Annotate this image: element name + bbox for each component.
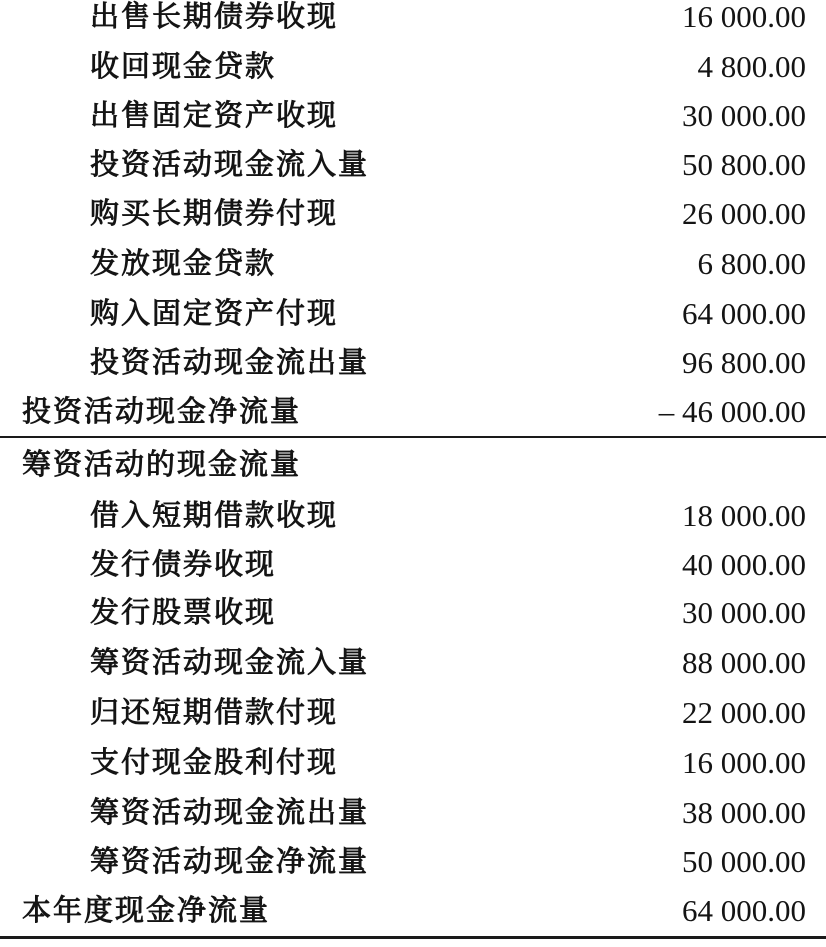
table-row	[0, 387, 826, 436]
row-label: 本年度现金净流量	[22, 893, 271, 927]
table-row	[0, 738, 826, 787]
table-row	[0, 289, 826, 338]
row-amount: 6 800.00	[697, 246, 806, 281]
row-label: 收回现金贷款	[90, 49, 277, 83]
section-heading	[0, 440, 826, 489]
table-row	[0, 338, 826, 387]
row-amount: – 46 000.00	[658, 394, 806, 429]
table-row	[0, 491, 826, 540]
row-label: 出售长期债券收现	[90, 0, 339, 33]
row-amount: 4 800.00	[697, 49, 806, 84]
row-label: 发放现金贷款	[90, 246, 277, 280]
row-label: 购入固定资产付现	[90, 296, 339, 330]
table-row	[0, 688, 826, 737]
row-amount: 16 000.00	[682, 0, 806, 34]
table-row	[0, 588, 826, 637]
row-amount: 22 000.00	[682, 695, 806, 730]
row-amount: 64 000.00	[682, 296, 806, 331]
row-label: 出售固定资产收现	[90, 98, 339, 132]
row-amount: 50 000.00	[682, 844, 806, 879]
table-row	[0, 638, 826, 687]
table-row	[0, 788, 826, 837]
row-amount: 38 000.00	[682, 795, 806, 830]
row-label: 发行股票收现	[90, 595, 277, 629]
section-divider	[0, 436, 826, 438]
bottom-rule	[0, 936, 826, 939]
row-label: 借入短期借款收现	[90, 498, 339, 532]
table-row	[0, 540, 826, 589]
row-label: 归还短期借款付现	[90, 695, 339, 729]
row-amount: 88 000.00	[682, 645, 806, 680]
row-label: 投资活动现金流入量	[90, 147, 370, 181]
table-row	[0, 239, 826, 288]
table-row	[0, 837, 826, 886]
row-amount: 64 000.00	[682, 893, 806, 928]
table-row	[0, 0, 826, 41]
row-amount: 26 000.00	[682, 196, 806, 231]
table-row	[0, 42, 826, 91]
row-amount: 30 000.00	[682, 595, 806, 630]
row-label: 支付现金股利付现	[90, 745, 339, 779]
row-amount: 16 000.00	[682, 745, 806, 780]
row-label: 筹资活动现金净流量	[90, 844, 370, 878]
row-amount: 96 800.00	[682, 345, 806, 380]
row-label: 筹资活动现金流出量	[90, 795, 370, 829]
row-label: 发行债券收现	[90, 547, 277, 581]
table-row	[0, 91, 826, 140]
row-amount: 18 000.00	[682, 498, 806, 533]
table-row	[0, 189, 826, 238]
table-row	[0, 140, 826, 189]
row-label: 投资活动现金净流量	[22, 394, 302, 428]
row-label: 筹资活动的现金流量	[22, 447, 302, 481]
row-label: 筹资活动现金流入量	[90, 645, 370, 679]
row-label: 购买长期债券付现	[90, 196, 339, 230]
row-amount: 30 000.00	[682, 98, 806, 133]
row-amount: 50 800.00	[682, 147, 806, 182]
row-label: 投资活动现金流出量	[90, 345, 370, 379]
table-row-total	[0, 886, 826, 935]
row-amount: 40 000.00	[682, 547, 806, 582]
